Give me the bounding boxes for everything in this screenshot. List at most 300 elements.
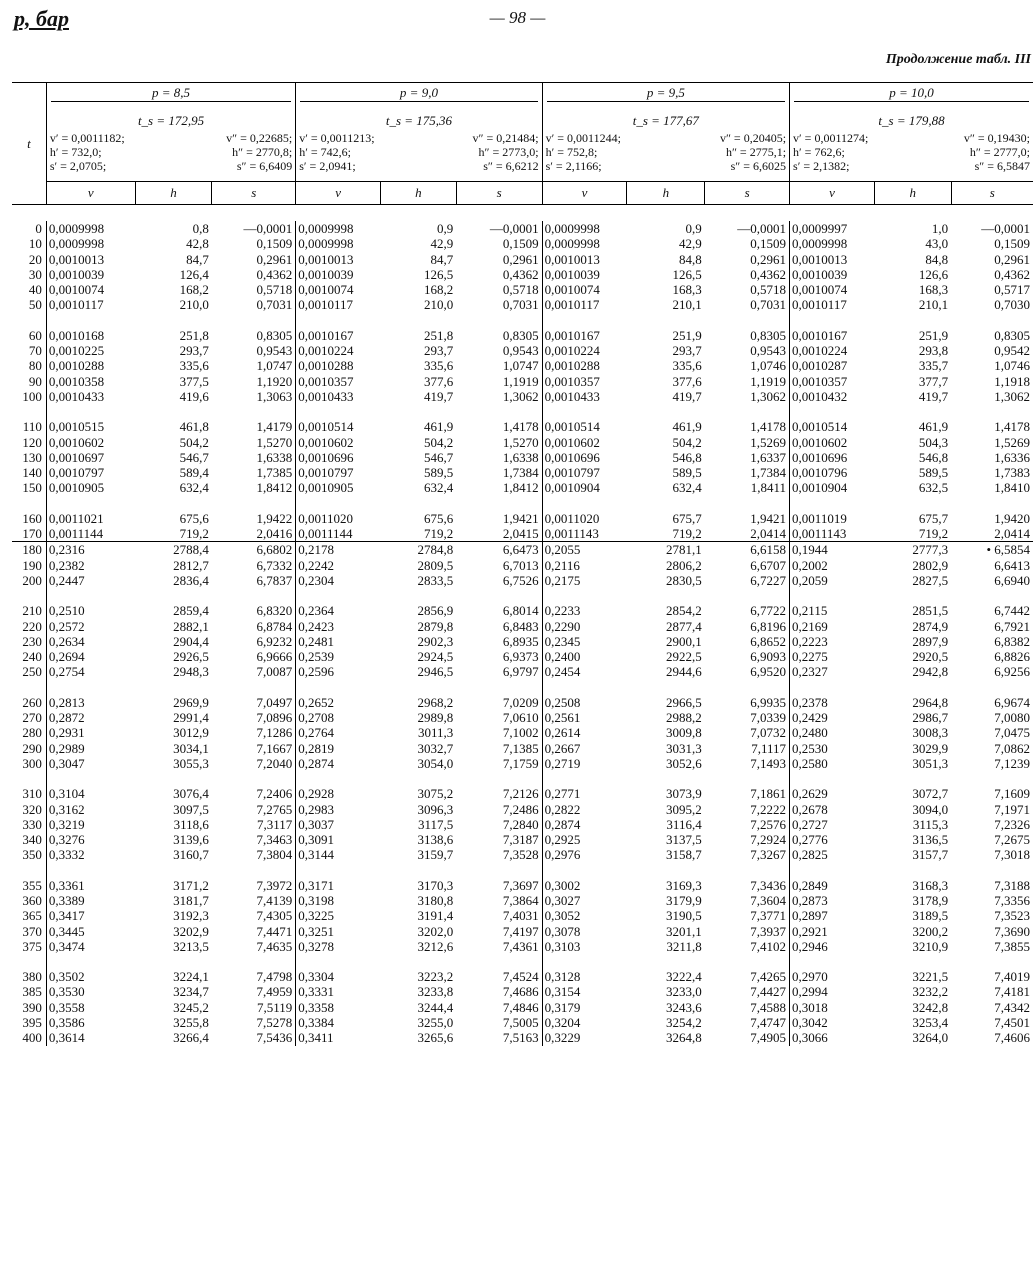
cell-v: 0,0009998 (544, 221, 600, 236)
cell-h: 42,9 (430, 236, 454, 252)
temperature-value: 80 (28, 358, 42, 374)
cell-v: 0,3042 (792, 1015, 828, 1031)
cell-s: 7,3972 (256, 877, 293, 893)
temperature-value: 280 (22, 725, 42, 741)
cell-v: 0,0010796 (792, 465, 848, 481)
cell-h: 2986,7 (912, 710, 949, 726)
cell-h: 377,6 (424, 373, 454, 389)
cell-h: 84,7 (430, 251, 454, 267)
cell-v: 0,2931 (48, 725, 85, 741)
cell-v: 0,2629 (792, 786, 828, 802)
cell-s: 7,3855 (994, 938, 1030, 954)
cell-s: 7,3937 (750, 923, 787, 939)
cell-v: 0,0010358 (48, 373, 105, 389)
cell-h: 335,6 (179, 358, 209, 374)
temperature-value: 90 (28, 373, 42, 389)
cell-v: 0,2580 (792, 755, 828, 771)
cell-s: 1,5270 (502, 434, 539, 450)
cell-h: 43,0 (925, 236, 949, 252)
cell-h: 2874,9 (912, 618, 949, 634)
cell-s: 6,7722 (750, 603, 787, 619)
cell-h: 3255,8 (173, 1015, 209, 1031)
cell-s: 7,3267 (750, 847, 787, 863)
cell-s: 0,1509 (750, 236, 787, 252)
cell-s: 7,4427 (750, 984, 787, 1000)
cell-h: 675,6 (424, 510, 454, 526)
cell-s: 0,1509 (256, 236, 293, 252)
cell-s: 1,1919 (750, 373, 787, 389)
cell-h: 293,8 (918, 343, 949, 359)
cell-v: 0,0010013 (792, 251, 848, 267)
cell-s: 1,0746 (994, 358, 1030, 374)
cell-h: 3169,3 (665, 877, 702, 893)
cell-v: 0,0011143 (544, 526, 599, 542)
cell-s: 7,1609 (994, 786, 1030, 802)
cell-s: 1,3062 (502, 388, 539, 404)
cell-v: 0,0010905 (48, 480, 105, 496)
cell-s: 0,4362 (750, 266, 787, 282)
cell-s: 0,9543 (256, 343, 293, 359)
cell-h: 377,7 (918, 373, 949, 389)
cell-s: 7,4524 (502, 969, 539, 985)
cell-s: 1,5269 (750, 434, 787, 450)
cell-v: 0,0010074 (298, 282, 354, 298)
cell-h: 589,4 (179, 465, 209, 481)
cell-h: 2968,2 (417, 694, 454, 710)
cell-h: 126,4 (179, 266, 209, 282)
cell-s: 0,2961 (994, 251, 1030, 267)
cell-h: 84,8 (678, 251, 702, 267)
column-header-v: v (790, 182, 875, 205)
cell-s: 6,7332 (256, 557, 293, 573)
cell-h: 3170,3 (417, 877, 454, 893)
cell-s: 6,8382 (994, 633, 1030, 649)
cell-v: 0,2316 (48, 542, 85, 558)
cell-s: 7,5119 (256, 999, 293, 1015)
cell-h: 3223,2 (417, 969, 454, 985)
cell-h: 3181,7 (173, 892, 209, 908)
cell-v: 0,3389 (48, 892, 85, 908)
cell-h: 2809,5 (417, 557, 454, 573)
cell-v: 0,2400 (544, 649, 581, 665)
cell-v: 0,3128 (544, 969, 581, 985)
cell-s: 7,1759 (502, 755, 539, 771)
cell-s: 7,1493 (750, 755, 787, 771)
cell-h: 2859,4 (173, 603, 209, 619)
cell-h: 2833,5 (417, 572, 454, 588)
cell-h: 293,7 (179, 343, 209, 359)
cell-s: 1,7384 (750, 465, 787, 481)
temperature-value: 130 (22, 449, 42, 465)
cell-h: 2922,5 (665, 649, 702, 665)
cell-s: 7,2576 (750, 816, 787, 832)
cell-s: 7,3604 (750, 892, 787, 908)
saturation-value: h″ = 2773,0; (478, 145, 539, 159)
cell-s: 1,8412 (502, 480, 539, 496)
cell-v: 0,0010357 (298, 373, 354, 389)
cell-v: 0,0010039 (48, 266, 105, 282)
cell-v: 0,2454 (544, 664, 581, 680)
cell-v: 0,1944 (792, 542, 828, 558)
cell-v: 0,2290 (544, 618, 581, 634)
cell-v: 0,2480 (792, 725, 828, 741)
cell-h: 719,2 (424, 526, 454, 542)
cell-h: 168,3 (672, 282, 702, 298)
cell-h: 251,9 (672, 327, 702, 343)
cell-h: 3233,0 (665, 984, 702, 1000)
cell-h: 719,2 (918, 526, 949, 542)
cell-s: 1,4178 (502, 419, 539, 435)
saturation-value: h′ = 742,6; (299, 145, 351, 159)
cell-v: 0,2481 (298, 633, 334, 649)
cell-h: 3201,1 (665, 923, 702, 939)
cell-v: 0,2510 (48, 603, 85, 619)
cell-v: 0,0009997 (792, 221, 848, 236)
cell-s: 7,4305 (256, 908, 293, 924)
cell-s: 0,2961 (502, 251, 539, 267)
saturation-value: h″ = 2770,8; (232, 145, 293, 159)
saturation-value: v′ = 0,0011213; (299, 131, 375, 145)
cell-v: 0,0010224 (544, 343, 600, 359)
temperature-value: 0 (35, 221, 42, 236)
cell-v: 0,2345 (544, 633, 581, 649)
cell-v: 0,0009998 (48, 221, 105, 236)
cell-h: 3179,9 (665, 892, 702, 908)
cell-v: 0,2989 (48, 740, 85, 756)
temperature-value: 365 (22, 908, 42, 924)
cell-s: 6,7526 (502, 572, 539, 588)
cell-h: 3212,6 (417, 938, 454, 954)
cell-v: 0,3052 (544, 908, 581, 924)
cell-v: 0,2813 (48, 694, 85, 710)
cell-h: 2989,8 (417, 710, 454, 726)
cell-v: 0,0010117 (48, 297, 104, 313)
cell-s: 0,7031 (256, 297, 293, 313)
temperature-value: 360 (22, 892, 42, 908)
cell-h: 3051,3 (912, 755, 949, 771)
cell-s: 7,4361 (502, 938, 539, 954)
cell-s: 7,1971 (994, 801, 1030, 817)
cell-v: 0,2055 (544, 542, 581, 558)
cell-h: 589,5 (672, 465, 702, 481)
cell-h: 546,7 (179, 449, 209, 465)
cell-h: 210,1 (918, 297, 949, 313)
temperature-value: 270 (22, 710, 42, 726)
cell-s: 7,4959 (256, 984, 293, 1000)
cell-h: 2991,4 (173, 710, 209, 726)
cell-h: 2944,6 (665, 664, 702, 680)
cell-s: 0,7030 (994, 297, 1030, 313)
table-row-group (12, 542, 1033, 588)
saturation-value: h′ = 752,8; (545, 145, 598, 159)
cell-s: 6,6473 (502, 542, 539, 558)
cell-v: 0,3530 (48, 984, 85, 1000)
cell-v: 0,2223 (792, 633, 828, 649)
saturation-temperature: t_s = 175,36 (296, 103, 542, 129)
temperature-value: 290 (22, 740, 42, 756)
cell-h: 42,8 (186, 236, 209, 252)
cell-h: 210,0 (179, 297, 209, 313)
cell-h: 293,7 (424, 343, 454, 359)
cell-h: 3265,6 (417, 1030, 454, 1046)
cell-v: 0,0009998 (48, 236, 105, 252)
cell-h: 675,7 (672, 510, 702, 526)
cell-h: 0,8 (192, 221, 209, 236)
cell-s: 7,2840 (502, 816, 539, 832)
saturation-properties (46, 129, 295, 182)
cell-h: 3097,5 (173, 801, 209, 817)
cell-s: 2,0414 (750, 526, 787, 542)
cell-v: 0,3417 (48, 908, 85, 924)
cell-v: 0,0011144 (298, 526, 353, 542)
temperature-value: 355 (22, 877, 42, 893)
cell-h: 168,3 (918, 282, 949, 298)
cell-v: 0,0011020 (544, 510, 600, 526)
cell-s: 7,3117 (256, 816, 293, 832)
column-header-s: s (705, 182, 790, 205)
cell-v: 0,2719 (544, 755, 581, 771)
saturation-value: v′ = 0,0011244; (545, 131, 621, 145)
cell-s: 7,0475 (994, 725, 1030, 741)
temperature-value: 40 (28, 282, 42, 298)
cell-h: 504,3 (918, 434, 949, 450)
cell-s: 1,6338 (502, 449, 539, 465)
cell-v: 0,3078 (544, 923, 581, 939)
temperature-value: 350 (22, 847, 42, 863)
cell-h: 2966,5 (665, 694, 702, 710)
cell-s: 7,4265 (750, 969, 787, 985)
cell-v: 0,3103 (544, 938, 581, 954)
table-row-group (12, 878, 1033, 954)
cell-v: 0,2925 (544, 832, 581, 848)
cell-s: 7,0087 (256, 664, 293, 680)
cell-h: 2964,8 (912, 694, 949, 710)
cell-s: 7,4181 (994, 984, 1030, 1000)
cell-s: 7,0497 (256, 694, 293, 710)
column-header-s: s (212, 182, 296, 205)
cell-h: 2806,2 (665, 557, 702, 573)
cell-v: 0,2970 (792, 969, 828, 985)
cell-h: 3115,3 (912, 816, 949, 832)
saturation-value: v′ = 0,0011274; (793, 131, 869, 145)
cell-v: 0,2678 (792, 801, 828, 817)
cell-s: 7,4019 (994, 969, 1030, 985)
table-row-group (12, 419, 1033, 495)
cell-h: 335,7 (918, 358, 949, 374)
cell-v: 0,2423 (298, 618, 334, 634)
page-header-left: p, бар (14, 6, 69, 31)
cell-v: 0,2873 (792, 892, 828, 908)
temperature-value: 10 (28, 236, 42, 252)
cell-h: 3192,3 (173, 908, 209, 924)
cell-v: 0,3229 (544, 1030, 581, 1046)
table-row-group (12, 603, 1033, 679)
cell-v: 0,0011019 (792, 510, 847, 526)
temperature-value: 160 (22, 510, 42, 526)
cell-h: 377,6 (672, 373, 702, 389)
cell-h: 2827,5 (912, 572, 949, 588)
cell-s: 6,6413 (994, 557, 1030, 573)
cell-v: 0,2764 (298, 725, 334, 741)
cell-h: 3054,0 (417, 755, 454, 771)
temperature-value: 220 (22, 618, 42, 634)
cell-s: 7,5163 (502, 1030, 539, 1046)
column-header-v: v (542, 182, 627, 205)
cell-h: 3191,4 (417, 908, 454, 924)
cell-h: 3094,0 (912, 801, 949, 817)
cell-s: 7,3018 (994, 847, 1030, 863)
cell-h: 2924,5 (417, 649, 454, 665)
cell-v: 0,0010602 (544, 434, 600, 450)
cell-s: 1,1918 (994, 373, 1030, 389)
cell-s: 7,5005 (502, 1015, 539, 1031)
cell-s: 7,2675 (994, 832, 1030, 848)
cell-h: 2877,4 (665, 618, 702, 634)
cell-h: 2802,9 (912, 557, 949, 573)
cell-s: 7,4588 (750, 999, 787, 1015)
cell-h: 2926,5 (173, 649, 209, 665)
cell-h: 589,5 (918, 465, 949, 481)
cell-h: 3202,9 (173, 923, 209, 939)
cell-h: 251,8 (424, 327, 454, 343)
cell-h: 2812,7 (173, 557, 209, 573)
pressure-label: p = 10,0 (790, 83, 1033, 104)
temperature-value: 100 (22, 388, 42, 404)
cell-h: 2781,1 (665, 542, 702, 558)
cell-v: 0,3332 (48, 847, 85, 863)
cell-h: 3168,3 (912, 877, 949, 893)
cell-v: 0,3047 (48, 755, 85, 771)
temperature-value: 260 (22, 694, 42, 710)
cell-s: 7,4197 (502, 923, 539, 939)
cell-s: 1,3062 (750, 388, 787, 404)
temperature-value: 140 (22, 465, 42, 481)
cell-h: 3075,2 (417, 786, 454, 802)
cell-s: 7,4031 (502, 908, 539, 924)
temperature-value: 70 (28, 343, 42, 359)
cell-h: 3073,9 (665, 786, 702, 802)
temperature-value: 385 (22, 984, 42, 1000)
cell-s: 0,9543 (750, 343, 787, 359)
cell-h: 3180,8 (417, 892, 454, 908)
cell-s: 6,6707 (750, 557, 787, 573)
cell-s: 7,2406 (256, 786, 293, 802)
saturation-value: s″ = 6,6212 (483, 159, 539, 173)
cell-v: 0,3154 (544, 984, 581, 1000)
cell-v: 0,3225 (298, 908, 334, 924)
cell-s: 6,9935 (750, 694, 787, 710)
cell-v: 0,2921 (792, 923, 828, 939)
cell-h: 632,4 (424, 480, 454, 496)
cell-v: 0,0010013 (48, 251, 105, 267)
temperature-value: 370 (22, 923, 42, 939)
cell-v: 0,2178 (298, 542, 334, 558)
cell-s: 6,7227 (750, 572, 787, 588)
cell-v: 0,2652 (298, 694, 334, 710)
cell-v: 0,0010039 (298, 266, 354, 282)
cell-v: 0,0010074 (48, 282, 105, 298)
temperature-value: 330 (22, 816, 42, 832)
saturation-value: s″ = 6,6409 (236, 159, 293, 173)
cell-h: 3254,2 (665, 1015, 702, 1031)
cell-s: 6,9373 (502, 649, 539, 665)
cell-v: 0,3198 (298, 892, 334, 908)
cell-v: 0,3179 (544, 999, 581, 1015)
saturation-value: h″ = 2777,0; (969, 145, 1030, 159)
cell-s: 7,1861 (750, 786, 787, 802)
cell-s: 0,7031 (502, 297, 539, 313)
cell-s: 7,3690 (994, 923, 1030, 939)
cell-s: 1,6338 (256, 449, 293, 465)
cell-v: 0,3361 (48, 877, 85, 893)
cell-h: 3012,9 (173, 725, 209, 741)
cell-v: 0,0010602 (298, 434, 354, 450)
cell-v: 0,0010039 (544, 266, 600, 282)
cell-h: 3242,8 (912, 999, 949, 1015)
saturation-value: v″ = 0,20405; (719, 131, 787, 145)
cell-h: 2946,5 (417, 664, 454, 680)
cell-v: 0,3171 (298, 877, 334, 893)
table-row-group (12, 695, 1033, 771)
cell-s: 7,1667 (256, 740, 293, 756)
cell-s: 7,3523 (994, 908, 1030, 924)
cell-v: 0,3558 (48, 999, 85, 1015)
cell-h: 461,9 (918, 419, 949, 435)
cell-h: 2784,8 (417, 542, 454, 558)
cell-v: 0,2874 (544, 816, 581, 832)
cell-h: 0,9 (437, 221, 454, 236)
cell-v: 0,0010514 (792, 419, 848, 435)
cell-h: 3190,5 (665, 908, 702, 924)
cell-h: 3118,6 (173, 816, 209, 832)
cell-h: 3159,7 (417, 847, 454, 863)
cell-s: 6,7837 (256, 572, 293, 588)
column-header-s: s (951, 182, 1033, 205)
cell-s: 7,0610 (502, 710, 539, 726)
cell-h: 461,9 (672, 419, 702, 435)
cell-h: 3211,8 (666, 938, 702, 954)
temperature-value: 395 (22, 1015, 42, 1031)
table-continuation-caption: Продолжение табл. III (885, 52, 1031, 67)
cell-h: 3137,5 (665, 832, 702, 848)
cell-v: 0,0010357 (544, 373, 600, 389)
cell-s: 7,4635 (256, 938, 293, 954)
saturation-value: s′ = 2,0705; (49, 159, 107, 173)
cell-h: 3117,5 (418, 816, 454, 832)
saturation-value: v″ = 0,21484; (472, 131, 539, 145)
cell-v: 0,3104 (48, 786, 85, 802)
cell-s: 7,3528 (502, 847, 539, 863)
cell-s: 0,4362 (502, 266, 539, 282)
cell-s: 7,3804 (256, 847, 293, 863)
cell-h: 3008,3 (912, 725, 949, 741)
cell-v: 0,2754 (48, 664, 85, 680)
cell-h: 3222,4 (665, 969, 702, 985)
cell-h: 3009,8 (665, 725, 702, 741)
saturation-value: s′ = 2,0941; (299, 159, 356, 173)
cell-v: 0,0009998 (544, 236, 600, 252)
cell-v: 0,0010225 (48, 343, 105, 359)
cell-s: 7,5436 (256, 1030, 293, 1046)
cell-h: 293,7 (672, 343, 702, 359)
temperature-value: 170 (22, 526, 42, 542)
cell-h: 632,4 (179, 480, 209, 496)
cell-s: 7,4606 (994, 1030, 1030, 1046)
cell-h: 3189,5 (912, 908, 949, 924)
cell-s: 7,4905 (750, 1030, 787, 1046)
cell-h: 632,5 (918, 480, 949, 496)
cell-s: 6,8826 (994, 649, 1030, 665)
